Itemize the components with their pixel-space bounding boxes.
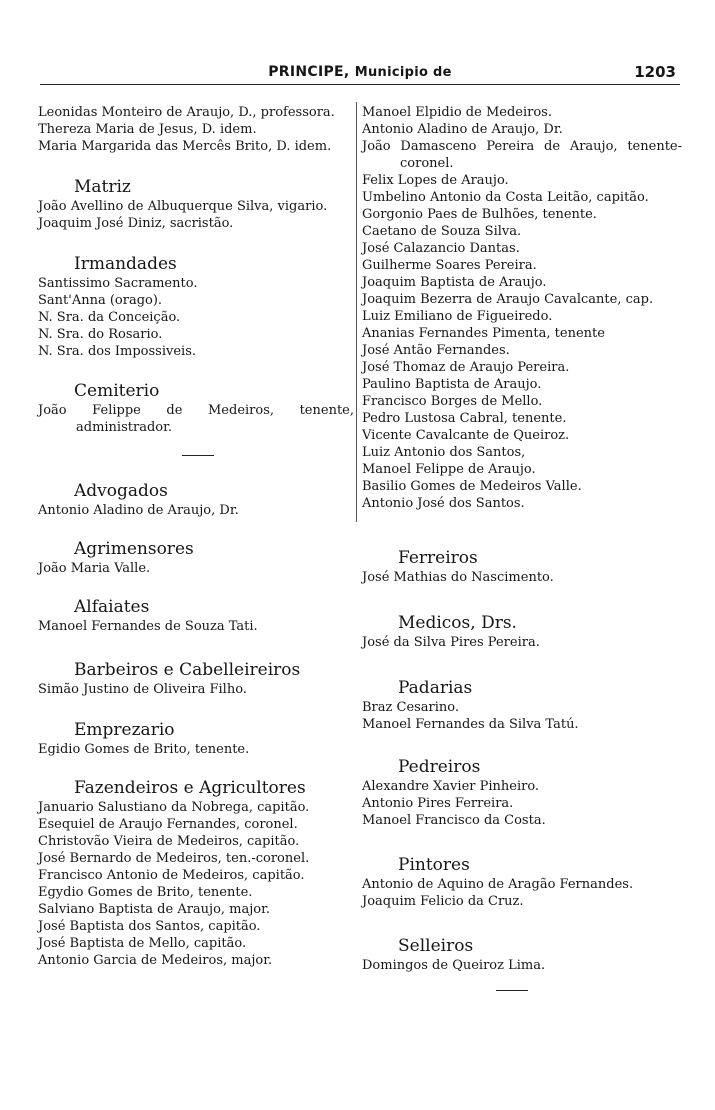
- list-item: João Avellino de Albuquerque Silva, vigario.: [38, 199, 328, 214]
- list-item: Leonidas Monteiro de Araujo, D., professora.: [38, 105, 335, 120]
- list-item: João Damasceno Pereira de Araujo, tenente-coronel.: [362, 139, 682, 171]
- list-item: Manoel Fernandes da Silva Tatú.: [362, 717, 579, 732]
- header-title: [40, 64, 680, 80]
- list-item: José Calazancio Dantas.: [362, 241, 520, 256]
- list-item: Antonio Garcia de Medeiros, major.: [38, 953, 273, 968]
- list-item: Antonio de Aquino de Aragão Fernandes.: [362, 877, 634, 892]
- section-heading-medicos: Medicos, Drs.: [398, 613, 517, 633]
- list-item: N. Sra. do Rosario.: [38, 327, 163, 342]
- list-item: Basilio Gomes de Medeiros Valle.: [362, 479, 582, 494]
- list-item: Pedro Lustosa Cabral, tenente.: [362, 411, 567, 426]
- column-divider: [356, 102, 357, 522]
- list-item: Guilherme Soares Pereira.: [362, 258, 537, 273]
- page-number: 1203: [634, 63, 676, 81]
- section-rule: [496, 990, 528, 991]
- list-item: Joaquim Baptista de Araujo.: [362, 275, 547, 290]
- list-item: Joaquim José Diniz, sacristão.: [38, 216, 234, 231]
- page-header: [40, 62, 680, 85]
- list-item: Manoel Felippe de Araujo.: [362, 462, 536, 477]
- list-item: Simão Justino de Oliveira Filho.: [38, 682, 247, 697]
- list-item: Braz Cesarino.: [362, 700, 460, 715]
- list-item: Egidio Gomes de Brito, tenente.: [38, 742, 250, 757]
- list-item: Vicente Cavalcante de Queiroz.: [362, 428, 570, 443]
- list-item: Felix Lopes de Araujo.: [362, 173, 509, 188]
- list-item: Salviano Baptista de Araujo, major.: [38, 902, 271, 917]
- list-item: Francisco Antonio de Medeiros, capitão.: [38, 868, 305, 883]
- list-item: José Thomaz de Araujo Pereira.: [362, 360, 570, 375]
- section-heading-agrimensores: Agrimensores: [74, 539, 194, 559]
- section-heading-ferreiros: Ferreiros: [398, 548, 478, 568]
- list-item: Paulino Baptista de Araujo.: [362, 377, 542, 392]
- section-heading-irmandades: Irmandades: [74, 254, 177, 274]
- list-item: N. Sra. dos Impossiveis.: [38, 344, 197, 359]
- right-column: [362, 104, 682, 991]
- list-item: Christovão Vieira de Medeiros, capitão.: [38, 834, 300, 849]
- list-item: Alexandre Xavier Pinheiro.: [362, 779, 540, 794]
- list-item: Joaquim Bezerra de Araujo Cavalcante, cap.: [362, 292, 654, 307]
- list-item: Januario Salustiano da Nobrega, capitão.: [38, 800, 310, 815]
- list-item: Antonio Pires Ferreira.: [362, 796, 514, 811]
- section-heading-fazendeiros: Fazendeiros e Agricultores: [74, 778, 306, 798]
- list-item: José Baptista dos Santos, capitão.: [38, 919, 261, 934]
- list-item: Antonio Aladino de Araujo, Dr.: [38, 503, 239, 518]
- list-item: José Baptista de Mello, capitão.: [38, 936, 247, 951]
- list-item: Maria Margarida das Mercês Brito, D. idem.: [38, 139, 332, 154]
- list-item: João Felippe de Medeiros, tenente, administrador.: [38, 403, 354, 435]
- list-item: Antonio Aladino de Araujo, Dr.: [362, 122, 563, 137]
- section-heading-barbeiros: Barbeiros e Cabelleireiros: [74, 660, 301, 680]
- list-item: Manoel Elpidio de Medeiros.: [362, 105, 552, 120]
- left-column: [38, 104, 354, 969]
- header-subtitle: Municipio de: [354, 65, 452, 80]
- list-item: José Antão Fernandes.: [362, 343, 510, 358]
- list-item: Antonio José dos Santos.: [362, 496, 525, 511]
- list-item: Manoel Fernandes de Souza Tati.: [38, 619, 258, 634]
- list-item: Francisco Borges de Mello.: [362, 394, 543, 409]
- list-item: Ananias Fernandes Pimenta, tenente: [362, 326, 605, 341]
- section-heading-selleiros: Selleiros: [398, 936, 474, 956]
- section-heading-matriz: Matriz: [74, 177, 131, 197]
- section-heading-emprezario: Emprezario: [74, 720, 175, 740]
- list-item: João Maria Valle.: [38, 561, 151, 576]
- list-item: José da Silva Pires Pereira.: [362, 635, 540, 650]
- list-item: Gorgonio Paes de Bulhões, tenente.: [362, 207, 597, 222]
- list-item: Sant'Anna (orago).: [38, 293, 163, 308]
- section-heading-advogados: Advogados: [74, 481, 168, 501]
- list-item: Joaquim Felicio da Cruz.: [362, 894, 524, 909]
- section-heading-pintores: Pintores: [398, 855, 470, 875]
- list-item: Luiz Emiliano de Figueiredo.: [362, 309, 553, 324]
- section-heading-pedreiros: Pedreiros: [398, 757, 481, 777]
- list-item: Santissimo Sacramento.: [38, 276, 198, 291]
- list-item: Caetano de Souza Silva.: [362, 224, 522, 239]
- list-item: Esequiel de Araujo Fernandes, coronel.: [38, 817, 298, 832]
- list-item: Thereza Maria de Jesus, D. idem.: [38, 122, 257, 137]
- list-item: José Mathias do Nascimento.: [362, 570, 554, 585]
- section-heading-alfaiates: Alfaiates: [74, 597, 150, 617]
- list-item: Egydio Gomes de Brito, tenente.: [38, 885, 253, 900]
- list-item: Luiz Antonio dos Santos,: [362, 445, 526, 460]
- list-item: N. Sra. da Conceição.: [38, 310, 181, 325]
- list-item: Domingos de Queiroz Lima.: [362, 958, 546, 973]
- list-item: José Bernardo de Medeiros, ten.-coronel.: [38, 851, 310, 866]
- header-town: PRINCIPE,: [268, 64, 350, 80]
- list-item: Manoel Francisco da Costa.: [362, 813, 546, 828]
- section-heading-cemiterio: Cemiterio: [74, 381, 160, 401]
- list-item: Umbelino Antonio da Costa Leitão, capitão.: [362, 190, 649, 205]
- section-heading-padarias: Padarias: [398, 678, 473, 698]
